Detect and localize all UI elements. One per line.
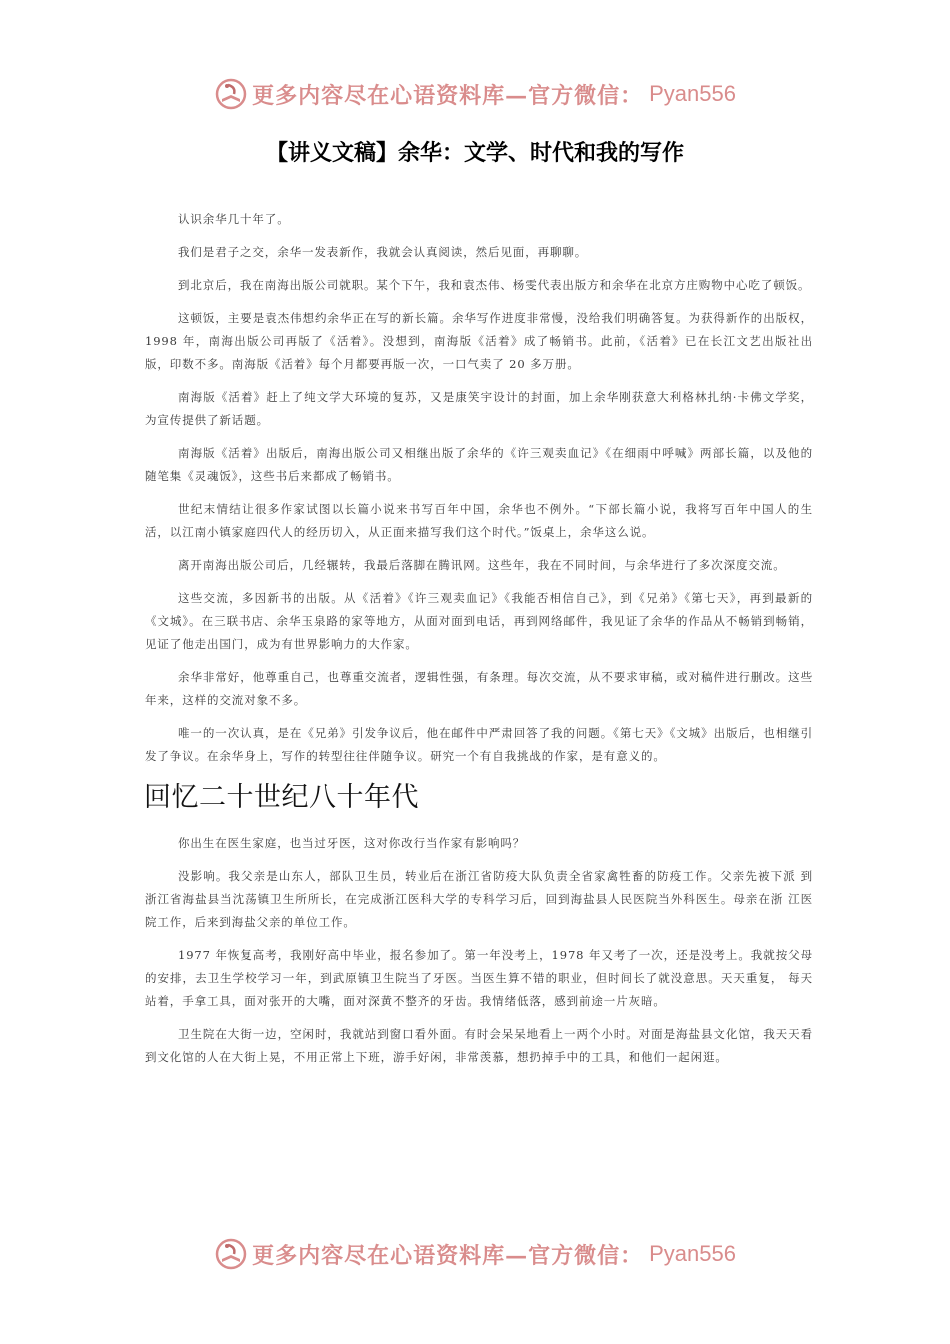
- paragraph: 唯一的一次认真，是在《兄弟》引发争议后，他在邮件中严肃回答了我的问题。《第七天》《文城》出版后，也相继引发了争议。在余华身上，写作的转型往往伴随争议。研究一个有自我挑战的作家，是有意义的。: [145, 726, 813, 763]
- header-banner: [0, 72, 950, 116]
- banner-text: 更多内容尽在心语资料库—官方微信：: [252, 1242, 644, 1269]
- paragraph: 南海版《活着》赶上了纯文学大环境的复苏，又是康笑宇设计的封面，加上余华刚获意大利格林扎纳·卡佛文学奖， 为宣传提供了新话题。: [145, 390, 813, 427]
- paragraph: 认识余华几十年了。: [178, 212, 290, 226]
- paragraph: 没影响。我父亲是山东人，部队卫生员，转业后在浙江省防疫大队负责全省家禽牲畜的防疫工作。父亲先被下派 到浙江省海盐县当沈荡镇卫生所所长，在完成浙江医科大学的专科学习后，回到海盐县人民医院当外科医生。母亲在浙 江医院工作，后来到海盐父亲的单位工作。: [145, 869, 813, 929]
- paragraph: 到北京后，我在南海出版公司就职。某个下午，我和袁杰伟、杨雯代表出版方和余华在北京方庄购物中心吃了顿饭。: [178, 278, 811, 292]
- paragraph: 余华非常好，他尊重自己，也尊重交流者，逻辑性强，有条理。每次交流，从不要求审稿，或对稿件进行删改。这些年来，这样的交流对象不多。: [145, 670, 813, 707]
- section-heading: 回忆二十世纪八十年代: [144, 782, 419, 813]
- paragraph: 你出生在医生家庭，也当过牙医，这对你改行当作家有影响吗？: [178, 836, 526, 850]
- paragraph: 这些交流，多因新书的出版。从《活着》《许三观卖血记》《我能否相信自己》，到《兄弟》《第七天》，再到最新的《文城》。在三联书店、余华玉泉路的家等地方，从面对面到电话，再到网络邮件，我见证了余华的作品从不畅销到畅销，见证了他走出国门，成为有世界影响力的大作家。: [145, 591, 813, 651]
- paragraph: 南海版《活着》出版后，南海出版公司又相继出版了余华的《许三观卖血记》《在细雨中呼喊》两部长篇，以及他的随笔集《灵魂饭》，这些书后来都成了畅销书。: [145, 446, 813, 483]
- paragraph: 世纪末情结让很多作家试图以长篇小说来书写百年中国，余华也不例外。“下部长篇小说，我将写百年中国人的生活，以江南小镇家庭四代人的经历切入，从正面来描写我们这个时代。”饭桌上，余华这么说。: [145, 502, 813, 539]
- book-logo-icon: [214, 1237, 248, 1271]
- banner-wechat-id: Pyan556: [649, 1241, 736, 1266]
- book-logo-icon: [214, 77, 248, 111]
- document-title: 【讲义文稿】余华：文学、时代和我的写作: [265, 141, 684, 166]
- paragraph: 1977 年恢复高考，我刚好高中毕业，报名参加了。第一年没考上，1978 年又考了一次，还是没考上。我就按父母的安排，去卫生学校学习一年，到武原镇卫生院当了牙医。当医生算不错的职业，但时间长了就没意思。天天重复， 每天站着，手拿工具，面对张开的大嘴，面对深黄不整齐的牙齿。我情绪低落，感到前途一片灰暗。: [145, 948, 813, 1008]
- banner-text: 更多内容尽在心语资料库—官方微信：: [252, 82, 644, 109]
- document-body: [145, 208, 813, 1079]
- paragraph: 我们是君子之交，余华一发表新作，我就会认真阅读，然后见面，再聊聊。: [178, 245, 588, 259]
- paragraph: 这顿饭，主要是袁杰伟想约余华正在写的新长篇。余华写作进度非常慢，没给我们明确答复。为获得新作的出版权，1998 年，南海出版公司再版了《活着》。没想到，南海版《活着》成了畅销书。此前，《活着》已在长江文艺出版社出版，印数不多。南海版《活着》每个月都要再版一次，一口气卖了 20 多万册。: [145, 311, 813, 371]
- paragraph: 离开南海出版公司后，几经辗转，我最后落脚在腾讯网。这些年，我在不同时间，与余华进行了多次深度交流。: [178, 558, 786, 572]
- banner-wechat-id: Pyan556: [649, 81, 736, 106]
- paragraph: 卫生院在大街一边，空闲时，我就站到窗口看外面。有时会呆呆地看上一两个小时。对面是海盐县文化馆，我天天看到文化馆的人在大街上晃，不用正常上下班，游手好闲，非常羡慕，想扔掉手中的工具，和他们一起闲逛。: [145, 1027, 813, 1064]
- footer-banner: [0, 1232, 950, 1276]
